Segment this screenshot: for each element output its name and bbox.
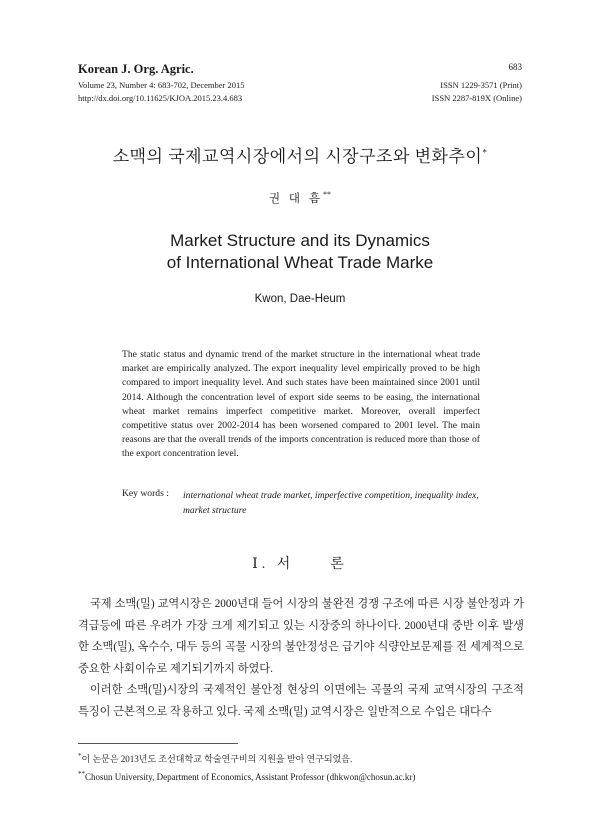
keywords: international wheat trade market, imperfective competition, inequality index, market structure	[183, 490, 479, 516]
abstract: The static status and dynamic trend of the market structure in the international wheat trade market are empirically analyzed. The export inequality level empirically proved to be high compared to import inequality level. And such states have been maintained since 2001 until 2014. Although the concentration level of export side seems to be easing, the international wheat market remains imperfect competitive market. Moreover, overall imperfect competitive status over 2002-2014 has been worsened compared to 2001 level. The main reasons are that the overall trends of the imports concentration is reduced more than those of the export concentration level.	[122, 349, 480, 460]
korean-title	[0, 142, 600, 167]
issn-online: ISSN 2287-819X (Online)	[431, 93, 522, 103]
volume-info: Volume 23, Number 4: 683-702, December 2015	[78, 80, 245, 90]
korean-title-text: 소맥의 국제교역시장에서의 시장구조와 변화추이	[112, 147, 483, 166]
body-paragraph-2: 이러한 소맥(밀)시장의 국제적인 불안정 현상의 이면에는 곡물의 국제 교역시장의 구조적 특징이 근본적으로 작용하고 있다. 국제 소맥(밀) 교역시장은 일반적으로 수입은 대다수	[78, 684, 524, 718]
english-title-line2: of International Wheat Trade Marke	[166, 253, 434, 272]
footnote-1	[78, 752, 352, 765]
korean-author-name: 권 대 흠	[268, 193, 324, 205]
doi-link[interactable]: http://dx.doi.org/10.11625/KJOA.2015.23.4.683	[78, 93, 243, 103]
footnote-1-text: 이 논문은 2013년도 조선대학교 학술연구비의 지원을 받아 연구되었음.	[81, 754, 353, 764]
author-footnote-mark: **	[323, 190, 332, 200]
footnote-2-text: Chosun University, Department of Economics, Assistant Professor (dhkwon@chosun.ac.kr)	[85, 772, 416, 782]
english-title-line1: Market Structure and its Dynamics	[170, 231, 430, 250]
english-author: Kwon, Dae-Heum	[254, 293, 346, 305]
body-paragraph-1: 국제 소맥(밀) 교역시장은 2000년대 들어 시장의 불완전 경쟁 구조에 따른 시장 불안정과 가격급등에 따른 우려가 가장 크게 제기되고 있는 시장중의 하나이다. 2000년대 중반 이후 발생한 소맥(밀), 옥수수, 대두 등의 곡물 시장의 불안정성은 급기야 식량안보문제를 전 세계적으로 중요한 사회이슈로 제기되기까지 하였다.	[78, 598, 524, 675]
page-number: 683	[508, 62, 522, 72]
footnote-1-mark: *	[78, 752, 82, 760]
section-heading: Ⅰ. 서 론	[252, 557, 348, 572]
footnote-2	[78, 770, 415, 782]
korean-author	[0, 190, 600, 206]
title-footnote-mark: *	[482, 147, 488, 158]
body-text	[78, 594, 524, 723]
issn-print: ISSN 1229-3571 (Print)	[440, 80, 522, 90]
footnote-divider	[78, 743, 238, 744]
journal-title: Korean J. Org. Agric.	[78, 62, 194, 76]
english-title	[0, 230, 600, 274]
footnote-2-mark: **	[78, 770, 85, 778]
keywords-label: Key words :	[122, 488, 169, 499]
